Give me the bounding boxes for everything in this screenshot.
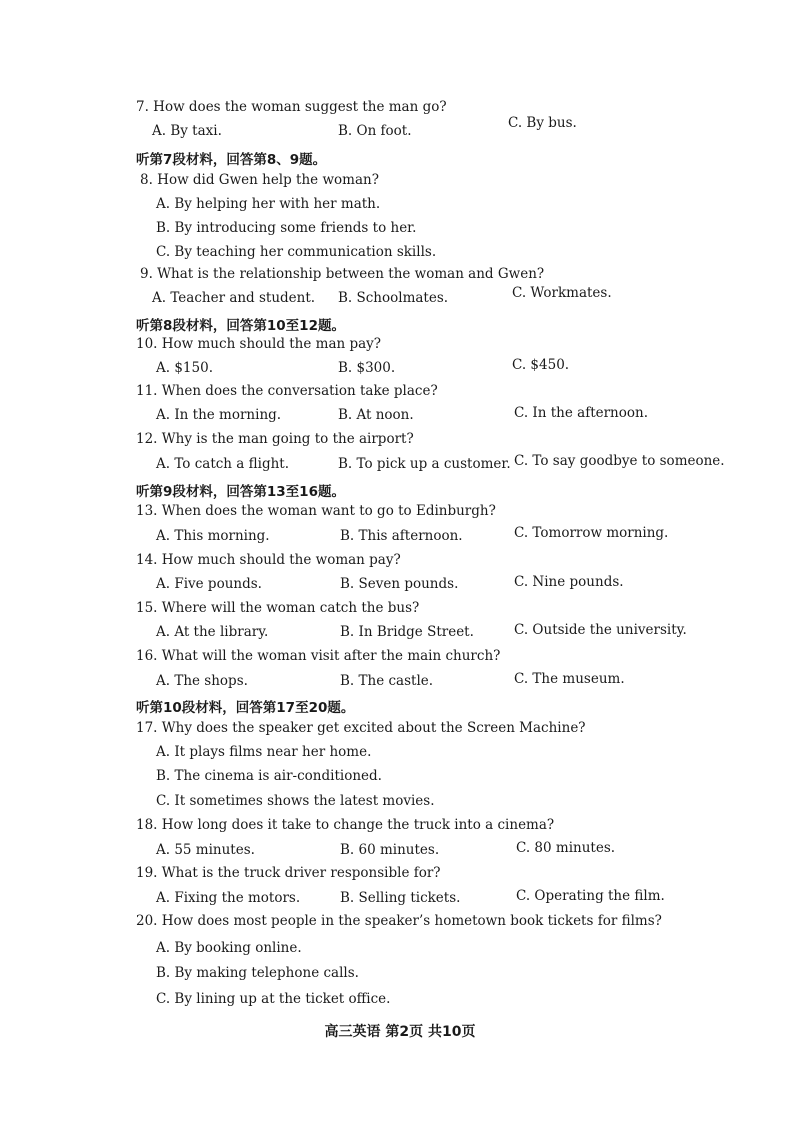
question-17-option-b: B. The cinema is air-conditioned. xyxy=(156,768,382,784)
question-15-option-b: B. In Bridge Street. xyxy=(340,624,474,640)
question-10-option-a: A. $150. xyxy=(156,360,213,376)
question-9-stem: 9. What is the relationship between the woman and Gwen? xyxy=(140,266,545,282)
question-13-option-b: B. This afternoon. xyxy=(340,528,463,544)
question-8-option-b: B. By introducing some friends to her. xyxy=(156,220,417,236)
question-15-option-c: C. Outside the university. xyxy=(514,622,687,638)
question-20-option-b: B. By making telephone calls. xyxy=(156,965,359,981)
question-19-option-a: A. Fixing the motors. xyxy=(156,890,301,906)
question-18-stem: 18. How long does it take to change the truck into a cinema? xyxy=(136,817,555,833)
question-8-option-c: C. By teaching her communication skills. xyxy=(156,244,437,260)
question-11-stem: 11. When does the conversation take place? xyxy=(136,383,438,399)
section-header-10: 听第10段材料，回答第17至20题。 xyxy=(136,700,355,716)
question-7-option-b: B. On foot. xyxy=(338,123,412,139)
question-13-stem: 13. When does the woman want to go to Edinburgh? xyxy=(136,503,496,519)
page-footer: 高三英语 第2页 共10页 xyxy=(324,1024,476,1040)
question-17-stem: 17. Why does the speaker get excited about the Screen Machine? xyxy=(136,720,586,736)
question-12-stem: 12. Why is the man going to the airport? xyxy=(136,431,414,447)
question-9-option-b: B. Schoolmates. xyxy=(338,290,449,306)
question-7-stem: 7. How does the woman suggest the man go? xyxy=(136,99,447,115)
question-13-option-c: C. Tomorrow morning. xyxy=(514,525,669,541)
question-14-option-a: A. Five pounds. xyxy=(156,576,262,592)
question-18-option-c: C. 80 minutes. xyxy=(516,840,616,856)
question-10-stem: 10. How much should the man pay? xyxy=(136,336,382,352)
question-7-option-c: C. By bus. xyxy=(508,115,577,131)
question-16-option-a: A. The shops. xyxy=(156,673,248,689)
question-20-option-c: C. By lining up at the ticket office. xyxy=(156,991,391,1007)
question-16-option-c: C. The museum. xyxy=(514,671,625,687)
question-12-option-c: C. To say goodbye to someone. xyxy=(514,453,725,469)
question-19-option-c: C. Operating the film. xyxy=(516,888,665,904)
question-20-stem: 20. How does most people in the speaker’s hometown book tickets for films? xyxy=(136,913,662,929)
question-10-option-b: B. $300. xyxy=(338,360,396,376)
question-10-option-c: C. $450. xyxy=(512,357,570,373)
question-7-option-a: A. By taxi. xyxy=(152,123,222,139)
question-14-option-b: B. Seven pounds. xyxy=(340,576,459,592)
question-15-stem: 15. Where will the woman catch the bus? xyxy=(136,600,420,616)
question-9-option-c: C. Workmates. xyxy=(512,285,612,301)
question-12-option-a: A. To catch a flight. xyxy=(156,456,290,472)
question-19-stem: 19. What is the truck driver responsible for? xyxy=(136,865,441,881)
question-14-stem: 14. How much should the woman pay? xyxy=(136,552,401,568)
question-15-option-a: A. At the library. xyxy=(156,624,269,640)
question-8-stem: 8. How did Gwen help the woman? xyxy=(140,172,379,188)
question-17-option-a: A. It plays films near her home. xyxy=(156,744,372,760)
question-20-option-a: A. By booking online. xyxy=(156,940,302,956)
question-17-option-c: C. It sometimes shows the latest movies. xyxy=(156,793,435,809)
question-11-option-b: B. At noon. xyxy=(338,407,414,423)
section-header-9: 听第9段材料，回答第13至16题。 xyxy=(136,484,345,500)
question-8-option-a: A. By helping her with her math. xyxy=(156,196,381,212)
question-13-option-a: A. This morning. xyxy=(156,528,270,544)
question-11-option-c: C. In the afternoon. xyxy=(514,405,648,421)
question-16-stem: 16. What will the woman visit after the main church? xyxy=(136,648,501,664)
question-11-option-a: A. In the morning. xyxy=(156,407,282,423)
question-18-option-b: B. 60 minutes. xyxy=(340,842,440,858)
question-9-option-a: A. Teacher and student. xyxy=(152,290,316,306)
question-14-option-c: C. Nine pounds. xyxy=(514,574,624,590)
question-12-option-b: B. To pick up a customer. xyxy=(338,456,511,472)
question-18-option-a: A. 55 minutes. xyxy=(156,842,255,858)
section-header-8: 听第8段材料，回答第10至12题。 xyxy=(136,318,345,334)
section-header-7: 听第7段材料，回答第8、9题。 xyxy=(136,152,327,168)
question-16-option-b: B. The castle. xyxy=(340,673,434,689)
question-19-option-b: B. Selling tickets. xyxy=(340,890,461,906)
